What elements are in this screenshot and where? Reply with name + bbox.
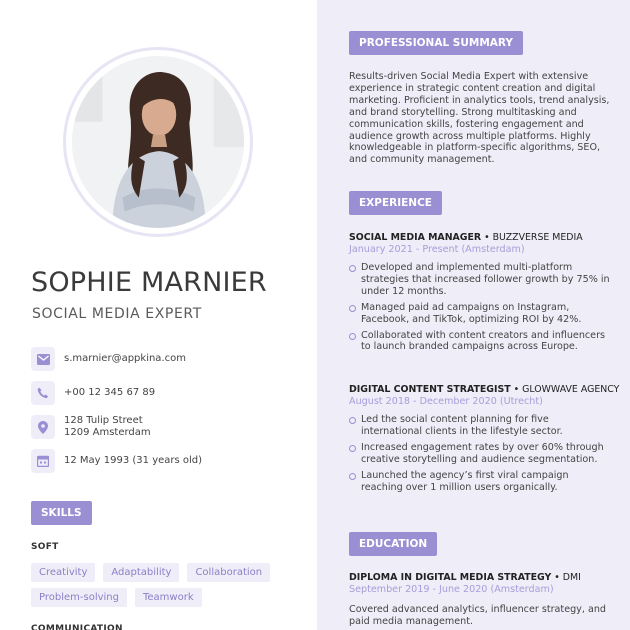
job-role: SOCIAL MEDIA MANAGER: [349, 232, 482, 243]
experience-item: [349, 232, 611, 357]
calendar-icon: [31, 449, 55, 473]
email-icon: [31, 347, 55, 371]
bullet-item: Launched the agency’s first viral campaign reaching over 1 million users organically.: [349, 470, 611, 494]
contact-phone: [31, 381, 301, 405]
bullet-item: Managed paid ad campaigns on Instagram, Facebook, and TikTok, optimizing ROI by 42%.: [349, 302, 611, 326]
birthdate-text: 12 May 1993 (31 years old): [64, 455, 203, 466]
address-text: [64, 415, 151, 439]
phone-text: +00 12 345 67 89: [64, 387, 156, 398]
experience-heading: EXPERIENCE: [349, 191, 442, 215]
education-dates: September 2019 - June 2020 (Amsterdam): [349, 584, 554, 595]
job-title: SOCIAL MEDIA EXPERT: [32, 306, 202, 322]
job-bullets: [349, 262, 611, 353]
school-name: • DMI: [551, 572, 581, 583]
contact-address: [31, 415, 301, 439]
summary-heading: PROFESSIONAL SUMMARY: [349, 31, 523, 55]
education-item: [349, 572, 611, 628]
job-heading: [349, 232, 611, 243]
contact-birthdate: [31, 449, 301, 473]
skill-chip: Collaboration: [187, 563, 270, 582]
skills-heading: SKILLS: [31, 501, 92, 525]
job-dates: August 2018 - December 2020 (Utrecht): [349, 396, 543, 407]
skill-chip: Teamwork: [135, 588, 202, 607]
job-dates: January 2021 - Present (Amsterdam): [349, 244, 525, 255]
education-heading: EDUCATION: [349, 532, 437, 556]
email-text: s.marnier@appkina.com: [64, 353, 186, 364]
skill-chip: Problem-solving: [31, 588, 127, 607]
address-line-2: 1209 Amsterdam: [64, 427, 151, 438]
skill-chip: Creativity: [31, 563, 95, 582]
job-role: DIGITAL CONTENT STRATEGIST: [349, 384, 511, 395]
profile-photo-illustration: [72, 56, 244, 228]
address-line-1: 128 Tulip Street: [64, 415, 143, 426]
job-company: • BUZZVERSE MEDIA: [481, 232, 583, 243]
skill-chip: Adaptability: [103, 563, 179, 582]
profile-photo: [72, 56, 244, 228]
communication-heading: COMMUNICATION: [31, 624, 123, 630]
bullet-item: Increased engagement rates by over 60% through creative storytelling and audience segmentation.: [349, 442, 611, 466]
soft-skills-heading: SOFT: [31, 542, 59, 552]
job-heading: [349, 384, 620, 395]
degree-name: DIPLOMA IN DIGITAL MEDIA STRATEGY: [349, 572, 552, 583]
summary-text: Results-driven Social Media Expert with extensive experience in strategic content creation and digital marketing. Proficient in analytics tools, trend analysis, and brand storytelling. Strong multitasking and communication skills, fostering engagement and audience growth across multiple platforms. Highly knowledgeable in platform-specific algorithms, SEO, and community management.: [349, 71, 610, 166]
degree-heading: [349, 572, 611, 583]
bullet-item: Led the social content planning for five international clients in the lifestyle sector.: [349, 414, 611, 438]
location-icon: [31, 415, 55, 439]
bullet-item: Developed and implemented multi-platform strategies that increased follower growth by 75% in under 12 months.: [349, 262, 611, 298]
experience-item: [349, 384, 620, 497]
profile-photo-frame: [63, 47, 253, 237]
job-bullets: [349, 414, 611, 493]
education-description: Covered advanced analytics, influencer strategy, and paid media management.: [349, 604, 607, 627]
contact-email: [31, 347, 301, 371]
full-name: SOPHIE MARNIER: [31, 267, 267, 298]
job-company: • GLOWWAVE AGENCY: [510, 384, 620, 395]
bullet-item: Collaborated with content creators and influencers to launch branded campaigns across Europe.: [349, 330, 611, 354]
phone-icon: [31, 381, 55, 405]
soft-skills-list: [31, 563, 311, 607]
